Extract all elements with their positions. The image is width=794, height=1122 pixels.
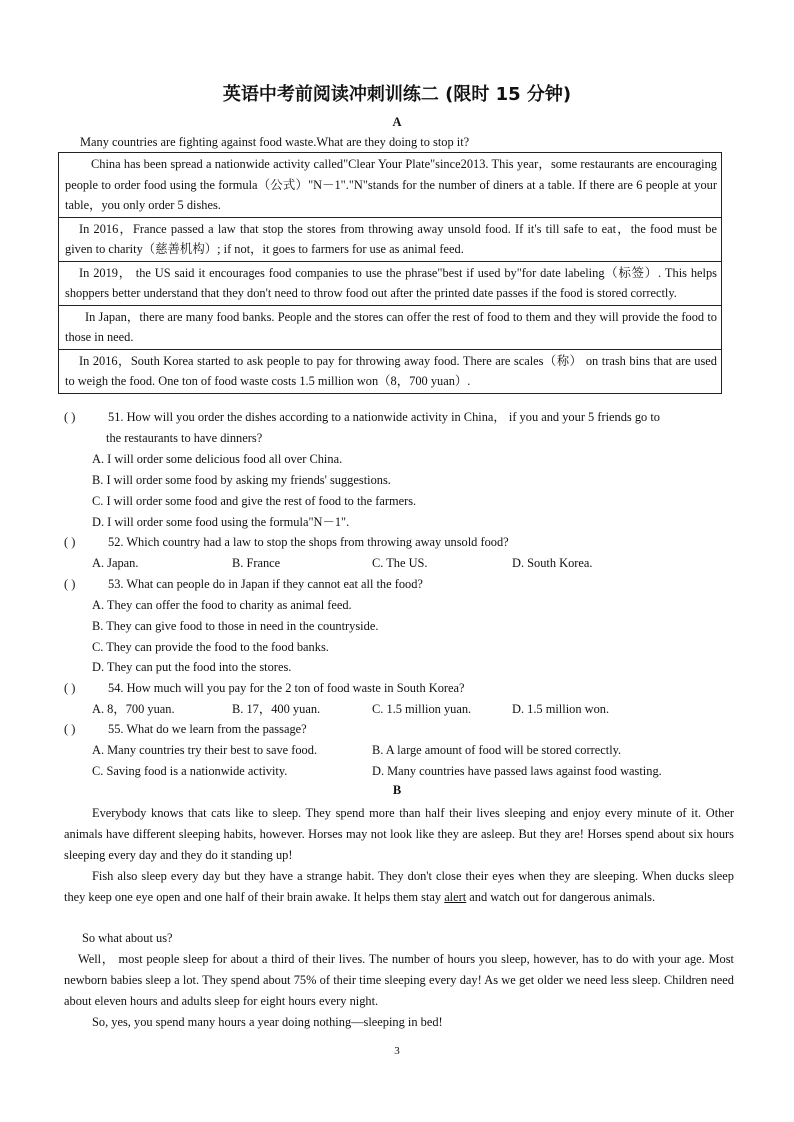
- section-a-intro: Many countries are fighting against food waste.What are they doing to stop it?: [80, 135, 470, 149]
- question-stem: 51. How will you order the dishes according to a nationwide activity in China， if you and your 5 friends go to: [108, 410, 660, 424]
- answer-blank[interactable]: ( ): [64, 410, 76, 424]
- option-51-c[interactable]: C. I will order some food and give the rest of food to the farmers.: [92, 494, 417, 508]
- option-52-a[interactable]: A. Japan.: [92, 556, 139, 570]
- table-row-japan: In Japan，there are many food banks. People and the stores can offer the rest of food to them and they will provide the food to those in need.: [59, 305, 721, 349]
- question-stem: 54. How much will you pay for the 2 ton of food waste in South Korea?: [108, 681, 465, 695]
- passage-a-table: [58, 152, 722, 394]
- question-55: [64, 719, 307, 739]
- option-54-d[interactable]: D. 1.5 million won.: [512, 702, 610, 716]
- underlined-word: alert: [444, 889, 467, 904]
- option-51-b[interactable]: B. I will order some food by asking my friends' suggestions.: [92, 473, 391, 487]
- option-53-c[interactable]: C. They can provide the food to the food banks.: [92, 640, 329, 654]
- option-53-d[interactable]: D. They can put the food into the stores.: [92, 660, 292, 674]
- question-stem: 55. What do we learn from the passage?: [108, 722, 307, 736]
- option-54-c[interactable]: C. 1.5 million yuan.: [372, 702, 472, 716]
- option-55-d[interactable]: D. Many countries have passed laws against food wasting.: [372, 764, 662, 778]
- option-55-c[interactable]: C. Saving food is a nationwide activity.: [92, 764, 288, 778]
- option-55-b[interactable]: B. A large amount of food will be stored correctly.: [372, 743, 622, 757]
- table-row-france: In 2016，France passed a law that stop the stores from throwing away unsold food. If it's till safe to eat，the food must be given to charity（慈善机构）; if not，it goes to farmers for use as animal feed.: [59, 217, 721, 261]
- page-number: 3: [394, 1045, 400, 1057]
- paragraph-text: Fish also sleep every day but they have a strange habit. They don't close their eyes when they are sleeping. When ducks sleep they keep one eye open and one half of their brain awake. It helps them stay: [64, 869, 734, 904]
- paragraph-text: and watch out for dangerous animals.: [466, 889, 656, 904]
- table-row-china: China has been spread a nationwide activity called"Clear Your Plate"since2013. This year，some restaurants are encouraging people to order food using the formula（公式）"N－1"."N"stands for the number of diners at a table. If there are 6 people at your table，you only order 5 dishes.: [65, 157, 717, 212]
- question-53: [64, 574, 423, 594]
- page-title: 英语中考前阅读冲刺训练二 (限时 15 分钟): [222, 84, 572, 105]
- passage-b-paragraph-5: So, yes, you spend many hours a year doing nothing—sleeping in bed!: [92, 1015, 443, 1029]
- passage-b-paragraph-2: [64, 866, 734, 908]
- option-54-b[interactable]: B. 17，400 yuan.: [232, 702, 321, 716]
- table-row-us: In 2019， the US said it encourages food companies to use the phrase"best if used by"for date labeling（标签）. This helps shoppers better understand that they don't need to throw food out after the printed date passes if the food is stored correctly.: [59, 261, 721, 305]
- option-52-d[interactable]: D. South Korea.: [512, 556, 593, 570]
- passage-b-paragraph-4: Well， most people sleep for about a third of their lives. The number of hours you sleep, however, has to do with your age. Most newborn babies sleep a lot. They spend about 75% of their time sleeping every day! As we get older we need less sleep. Children need about eleven hours and adults sleep for eight hours every night.: [64, 952, 734, 1008]
- question-52: [64, 532, 509, 552]
- option-52-c[interactable]: C. The US.: [372, 556, 428, 570]
- question-stem-continued: the restaurants to have dinners?: [106, 431, 263, 445]
- option-55-a[interactable]: A. Many countries try their best to save food.: [92, 743, 318, 757]
- question-54: [64, 678, 465, 698]
- answer-blank[interactable]: ( ): [64, 535, 76, 549]
- question-stem: 53. What can people do in Japan if they cannot eat all the food?: [108, 577, 423, 591]
- question-51: [64, 407, 660, 427]
- answer-blank[interactable]: ( ): [64, 577, 76, 591]
- question-stem: 52. Which country had a law to stop the shops from throwing away unsold food?: [108, 535, 509, 549]
- option-51-d[interactable]: D. I will order some food using the formula"N－1".: [92, 515, 350, 529]
- passage-b-paragraph-3: So what about us?: [82, 931, 173, 945]
- answer-blank[interactable]: ( ): [64, 681, 76, 695]
- option-53-b[interactable]: B. They can give food to those in need in the countryside.: [92, 619, 379, 633]
- option-52-b[interactable]: B. France: [232, 556, 281, 570]
- section-a-letter: A: [392, 115, 402, 129]
- option-53-a[interactable]: A. They can offer the food to charity as animal feed.: [92, 598, 352, 612]
- table-row-south-korea: In 2016，South Korea started to ask people to pay for throwing away food. There are scales（称） on trash bins that are used to weigh the food. One ton of food waste costs 1.5 million won（8，700 yuan）.: [59, 349, 721, 393]
- section-b-letter: B: [392, 783, 402, 797]
- option-54-a[interactable]: A. 8，700 yuan.: [92, 702, 175, 716]
- passage-b-paragraph-1: Everybody knows that cats like to sleep. They spend more than half their lives sleeping and enjoy every minute of it. Other animals have different sleeping habits, however. Horses may not look like they are asleep. But they are! Horses spend about six hours sleeping every day and they do it standing up!: [64, 806, 734, 862]
- option-51-a[interactable]: A. I will order some delicious food all over China.: [92, 452, 343, 466]
- answer-blank[interactable]: ( ): [64, 722, 76, 736]
